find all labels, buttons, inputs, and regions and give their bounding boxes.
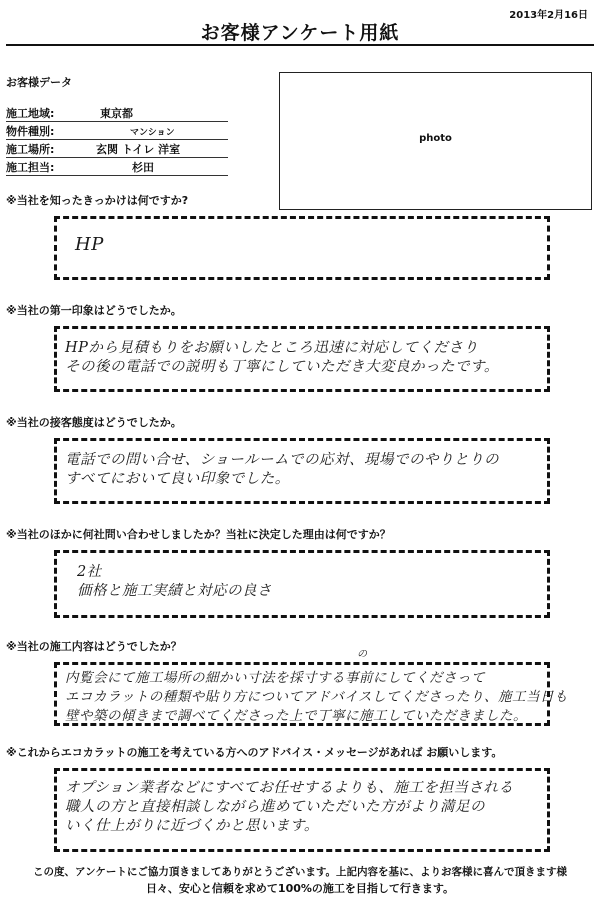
question-advice-message: ※これからエコカラットの施工を考えている方へのアドバイス・メッセージがあれば お願いします。 xyxy=(6,746,503,759)
row-label: 施工地域: xyxy=(6,107,55,120)
row-value: マンション xyxy=(130,128,175,138)
page-title: お客様アンケート用紙 xyxy=(200,22,400,44)
question-customer-service: ※当社の接客態度はどうでしたか。 xyxy=(6,416,182,429)
answer-line: 職人の方と直接相談しながら進めていただいた方がより満足の xyxy=(65,799,485,815)
row-value: 玄関 トイレ 洋室 xyxy=(96,143,181,156)
customer-row-staff xyxy=(6,158,228,176)
answer-line: 壁や築の傾きまで調べてくださった上で丁寧に施工していただきました。 xyxy=(65,708,527,724)
answer-line: 内覧会にて施工場所の細かい寸法を採寸する事前にしてくださって xyxy=(65,670,485,686)
answer-line: HPから見積もりをお願いしたところ迅速に対応してくださり xyxy=(65,340,479,356)
photo-label: photo xyxy=(419,133,452,144)
answer-line: いく仕上がりに近づくかと思います。 xyxy=(65,818,319,834)
answer-line: オプション業者などにすべてお任せするよりも、施工を担当される xyxy=(65,780,514,796)
answer-box-customer-service xyxy=(54,438,550,504)
row-label: 物件種別: xyxy=(6,125,55,138)
answer-line: 価格と施工実績と対応の良さ xyxy=(77,583,272,599)
answer-box-other-companies xyxy=(54,550,550,618)
answer-box-work-quality xyxy=(54,649,569,726)
photo-placeholder xyxy=(279,72,592,210)
answer-box-first-impression xyxy=(54,326,550,392)
answer-line: HP xyxy=(75,234,104,255)
title-divider xyxy=(6,44,594,46)
customer-data-heading: お客様データ xyxy=(6,76,72,89)
answer-line: 電話での問い合せ、ショールームでの応対、現場でのやりとりの xyxy=(65,452,499,468)
answer-box-how-found xyxy=(54,216,550,280)
customer-row-location xyxy=(6,140,228,158)
row-value: 東京都 xyxy=(100,107,133,120)
row-label: 施工場所: xyxy=(6,143,55,156)
handwritten-note: の xyxy=(357,649,368,660)
question-other-companies: ※当社のほかに何社問い合わせしましたか？当社に決定した理由は何ですか？ xyxy=(6,528,391,541)
answer-box-advice-message xyxy=(54,768,550,852)
footer-pledge: 日々、安心と信頼を求めて100%の施工を目指して行きます。 xyxy=(145,882,455,895)
survey-date: 2013年2月16日 xyxy=(509,10,588,21)
question-how-found: ※当社を知ったきっかけは何ですか? xyxy=(6,194,189,207)
question-first-impression: ※当社の第一印象はどうでしたか。 xyxy=(6,304,182,317)
customer-row-property-type xyxy=(6,122,228,140)
answer-line: 2社 xyxy=(77,564,102,580)
answer-line: エコカラットの種類や貼り方についてアドバイスしてくださったり、施工当日も xyxy=(65,689,569,705)
row-value: 杉田 xyxy=(132,161,154,174)
answer-line: その後の電話での説明も丁寧にしていただき大変良かったです。 xyxy=(65,359,499,375)
question-work-quality: ※当社の施工内容はどうでしたか？ xyxy=(6,640,182,653)
answer-line: すべてにおいて良い印象でした。 xyxy=(65,471,290,487)
customer-row-area xyxy=(6,104,228,122)
footer-thanks: この度、アンケートにご協力頂きましてありがとうございます。上記内容を基に、よりお客様に喜んで頂きます様 xyxy=(32,866,568,878)
row-label: 施工担当: xyxy=(6,161,55,174)
